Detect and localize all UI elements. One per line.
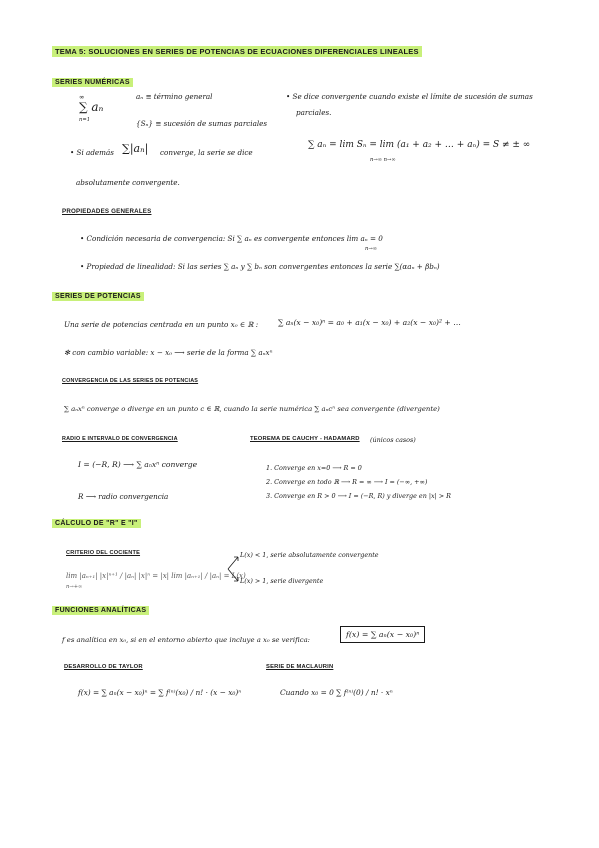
heading-propiedades: PROPIEDADES GENERALES [62,208,152,215]
page-title: TEMA 5: SOLUCIONES EN SERIES DE POTENCIAS DE ECUACIONES DIFERENCIALES LINEALES [52,46,422,57]
ratio-result-divergent: L(x) > 1, serie divergente [240,577,324,585]
convergence-text: ∑ aₙxⁿ converge o diverge en un punto c ∈ ℝ, cuando la serie numérica ∑ aₙcⁿ sea convergente (divergente) [64,405,440,413]
power-series-formula: ∑ aₙ(x − x₀)ⁿ = a₀ + a₁(x − x₀) + a₂(x − x₀)² + … [278,318,461,327]
section-heading-series-potencias: SERIES DE POTENCIAS [52,292,144,301]
abs-sum: ∑|aₙ| [122,142,149,155]
sn-definition: {Sₙ} ≡ sucesión de sumas parciales [136,119,268,128]
change-of-variable: ✻ con cambio variable: x − x₀ ⟶ serie de la forma ∑ aₙxⁿ [64,348,273,357]
bullet-abs-middle: converge, la serie se dice [160,148,253,157]
cauchy-note: (únicos casos) [370,436,416,444]
property-limit-sub: n→∞ [365,246,378,252]
ratio-result-arrows [226,553,242,585]
analytic-definition: f es analítica en x₀, si en el entorno abierto que incluye a x₀ se verifica: [62,636,311,644]
convergence-limit-sub: n→∞ n→∞ [370,157,396,163]
bullet-abs-end: absolutamente convergente. [76,178,180,187]
heading-convergencia: CONVERGENCIA DE LAS SERIES DE POTENCIAS [62,378,199,384]
analytic-boxed-formula: f(x) = ∑ aₙ(x − x₀)ⁿ [340,626,425,643]
property-linearity: • Propiedad de linealidad: Si las series ∑ aₙ y ∑ bₙ son convergentes entonces la serie ∑(αaₙ + βbₙ) [80,262,440,271]
heading-taylor: DESARROLLO DE TAYLOR [64,664,143,670]
sum-lower: n=1 [79,117,90,123]
cauchy-case-1: 1. Converge en x=0 ⟶ R = 0 [266,464,362,472]
property-necessary-condition: • Condición necesaria de convergencia: Si ∑ aₙ es convergente entonces lim aₙ = 0 [80,234,383,243]
heading-radio: RADIO E INTERVALO DE CONVERGENCIA [62,436,178,442]
an-definition: aₙ ≡ término general [136,92,213,101]
convergence-formula: ∑ aₙ = lim Sₙ = lim (a₁ + a₂ + … + aₙ) = S ≠ ± ∞ [308,140,531,150]
ratio-test-limit-sub: n→+∞ [66,584,83,590]
sum-expression: ∑ aₙ [79,100,104,114]
bullet-convergent-line1: • Se dice convergente cuando existe el límite de sucesión de sumas [286,92,533,101]
heading-criterio-cociente: CRITERIO DEL COCIENTE [66,550,141,556]
heading-cauchy-hadamard: TEOREMA DE CAUCHY - HADAMARD [250,436,360,442]
bullet-abs-start: • Si además [70,148,114,157]
cauchy-case-3: 3. Converge en R > 0 ⟶ I = (−R, R) y diverge en |x| > R [266,492,451,500]
section-heading-calculo: CÁLCULO DE "R" E "I" [52,519,141,528]
interval-formula: I = (−R, R) ⟶ ∑ aₙxⁿ converge [78,460,198,469]
taylor-formula: f(x) = ∑ aₙ(x − x₀)ⁿ = ∑ f⁽ⁿ⁾(x₀) / n! · (x − x₀)ⁿ [78,688,242,697]
ratio-result-convergent: L(x) < 1, serie absolutamente convergente [240,551,379,559]
section-heading-series-numericas: SERIES NUMÉRICAS [52,78,133,87]
ratio-test-formula: lim |aₙ₊₁| |x|ⁿ⁺¹ / |aₙ| |x|ⁿ = |x| lim |aₙ₊₁| / |aₙ| = L(x) [66,572,246,580]
heading-maclaurin: SERIE DE MACLAURIN [266,664,334,670]
maclaurin-formula: Cuando x₀ = 0 ∑ f⁽ⁿ⁾(0) / n! · xⁿ [280,688,393,697]
bullet-convergent-line2: parciales. [296,108,332,117]
cauchy-case-2: 2. Converge en todo ℝ ⟶ R = ∞ ⟶ I = (−∞, +∞) [266,478,428,486]
sum-upper: ∞ [79,93,85,101]
section-heading-funciones-analiticas: FUNCIONES ANALÍTICAS [52,606,149,615]
power-series-definition: Una serie de potencias centrada en un punto x₀ ∈ ℝ : [64,320,259,329]
radius-definition: R ⟶ radio convergencia [78,492,169,501]
